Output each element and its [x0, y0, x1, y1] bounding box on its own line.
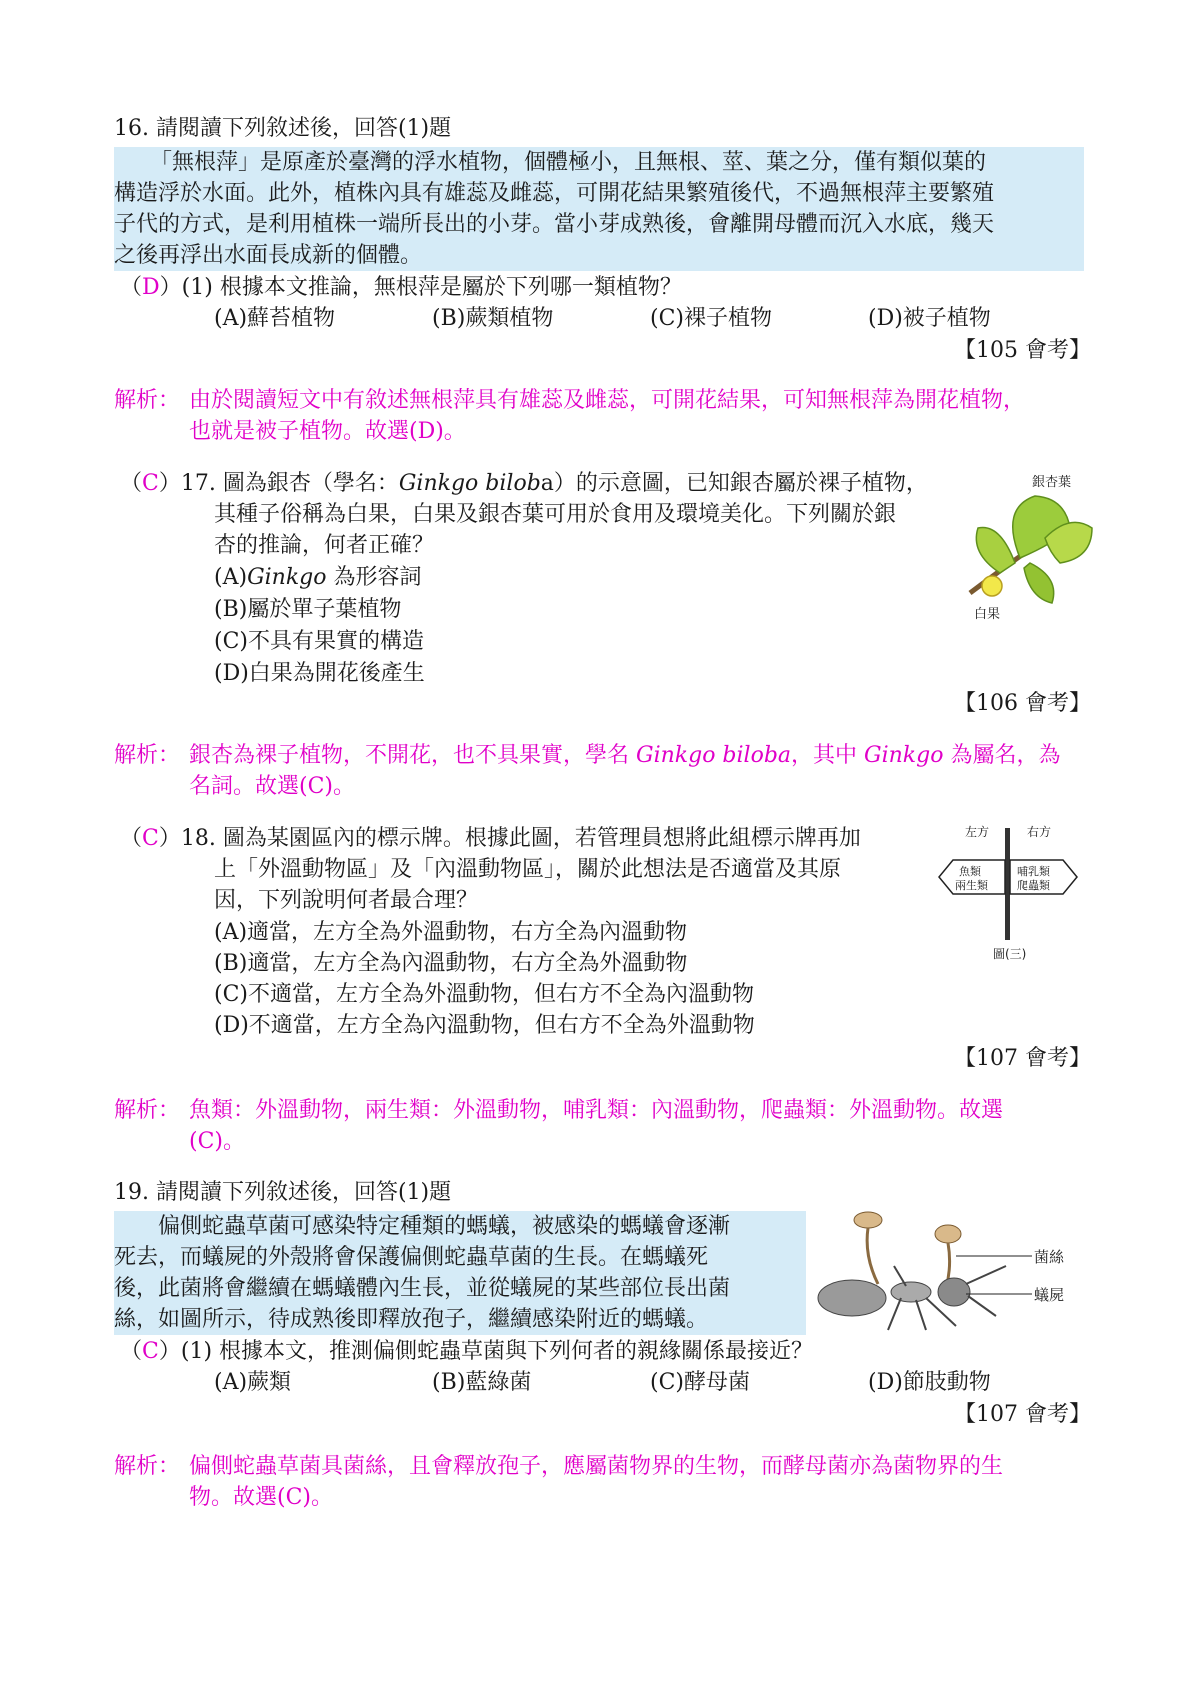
q18-option-d: (D)不適當，左方全為內溫動物，但右方不全為外溫動物	[214, 1013, 755, 1038]
q17-option-a	[214, 562, 422, 593]
q16-question-row: （D）(1) 根據本文推論，無根萍是屬於下列哪一類植物？	[120, 275, 682, 300]
q19-explain-line: 偏側蛇蟲草菌具菌絲，且會釋放孢子，應屬菌物界的生物，而酵母菌亦為菌物界的生	[189, 1454, 1004, 1479]
ginkgo-leaf-label: 銀杏葉	[1032, 475, 1072, 490]
sign-right-2: 爬蟲類	[1017, 879, 1050, 892]
ginkgo-leaf-icon	[976, 527, 1015, 573]
q18-stem-row: （C）18. 圖為某園區內的標示牌。根據此圖，若管理員想將此組標示牌再加	[120, 826, 861, 851]
q18-option-c: (C)不適當，左方全為外溫動物，但右方不全為內溫動物	[214, 982, 755, 1007]
q17-explain-line: 名詞。故選(C)。	[189, 774, 355, 799]
q18-explain-line: (C)。	[189, 1129, 245, 1154]
q16-passage-line: 之後再浮出水面長成新的個體。	[114, 243, 423, 268]
signpost-figure	[935, 822, 1085, 962]
q16-option-c: (C)裸子植物	[650, 306, 772, 331]
sign-caption: 圖(三)	[993, 947, 1027, 961]
q17-explain-italic: Ginkgo	[864, 743, 944, 768]
q17-explain-text: ，其中	[791, 743, 865, 768]
q19-answer: C	[142, 1339, 159, 1364]
q18-explain-line: 魚類：外溫動物，兩生類：外溫動物，哺乳類：內溫動物，爬蟲類：外溫動物。故選	[189, 1098, 1004, 1123]
q17-explain-italic: Ginkgo biloba	[636, 743, 792, 768]
q17-option-d: (D)白果為開花後產生	[214, 661, 425, 686]
q19-explain-line: 物。故選(C)。	[189, 1485, 333, 1510]
q17-option-c: (C)不具有果實的構造	[214, 629, 424, 654]
q19-option-d: (D)節肢動物	[868, 1370, 991, 1395]
q18-answer: C	[142, 826, 159, 851]
q19-option-b: (B)藍綠菌	[432, 1370, 532, 1395]
q16-answer: D	[142, 275, 160, 300]
sign-right-direction: 右方	[1027, 825, 1052, 839]
q18-option-a: (A)適當，左方全為外溫動物，右方全為內溫動物	[214, 920, 688, 945]
q17-stem-row: （C）17. 圖為銀杏（學名：Ginkgo biloba）的示意圖，已知銀杏屬於裸子植物，	[120, 471, 928, 496]
q16-explain-label: 解析：	[114, 388, 181, 413]
q17-option-a-suffix: 為形容詞	[326, 565, 422, 590]
q19-option-c: (C)酵母菌	[650, 1370, 750, 1395]
q19-passage-line: 偏側蛇蟲草菌可感染特定種類的螞蟻，被感染的螞蟻會逐漸	[158, 1214, 731, 1239]
fig-label-corpse: 蟻屍	[1034, 1286, 1065, 1304]
q17-explain-text: 為屬名，為	[943, 743, 1061, 768]
q16-explain-line: 由於閱讀短文中有敘述無根萍具有雄蕊及雌蕊，可開花結果，可知無根萍為開花植物，	[189, 388, 1026, 413]
q17-option-a-italic: Ginkgo	[247, 565, 327, 590]
q18-explain-label: 解析：	[114, 1098, 181, 1123]
q19-explain-label: 解析：	[114, 1454, 181, 1479]
ginkgo-leaf-icon	[1024, 563, 1054, 603]
q16-option-d: (D)被子植物	[868, 306, 991, 331]
q17-explain-line	[189, 740, 1060, 771]
ant-fungus-figure	[806, 1206, 1084, 1336]
q16-question: (1) 根據本文推論，無根萍是屬於下列哪一類植物？	[181, 275, 682, 300]
fungus-cap-icon	[854, 1212, 882, 1228]
q16-passage-line: 構造浮於水面。此外，植株內具有雄蕊及雌蕊，可開花結果繁殖後代，不過無根萍主要繁殖	[114, 181, 995, 206]
q18-stem-line: 上「外溫動物區」及「內溫動物區」，關於此想法是否適當及其原	[214, 857, 842, 882]
ant-thorax-icon	[891, 1282, 931, 1302]
q19-question: (1) 根據本文，推測偏側蛇蟲草菌與下列何者的親緣關係最接近？	[180, 1339, 814, 1364]
ant-head-icon	[938, 1278, 970, 1306]
q18-stem-line: 因，下列說明何者最合理？	[214, 888, 479, 913]
q18-stem-text: 18. 圖為某園區內的標示牌。根據此圖，若管理員想將此組標示牌再加	[180, 826, 861, 851]
q17-stem-text: 17. 圖為銀杏（學名：	[180, 471, 399, 496]
ginkgo-fruit-label: 白果	[974, 607, 1001, 622]
q16-passage-line: 子代的方式，是利用植株一端所長出的小芽。當小芽成熟後，會離開母體而沉入水底，幾天	[114, 212, 995, 237]
q17-source: 【106 會考】	[954, 691, 1091, 716]
q17-option-b: (B)屬於單子葉植物	[214, 597, 402, 622]
q17-stem-line: 杏的推論，何者正確？	[214, 533, 435, 558]
q19-passage-line: 死去，而蟻屍的外殼將會保護偏側蛇蟲草菌的生長。在螞蟻死	[114, 1245, 709, 1270]
fungus-cap-icon	[935, 1225, 961, 1243]
fig-label-hyphae: 菌絲	[1034, 1248, 1065, 1266]
q17-explain-text: 銀杏為裸子植物，不開花，也不具果實，學名	[189, 743, 636, 768]
q17-stem-text: a）的示意圖，已知銀杏屬於裸子植物，	[540, 471, 928, 496]
q17-answer: C	[142, 471, 159, 496]
q19-heading: 19. 請閱讀下列敘述後，回答(1)題	[114, 1180, 452, 1205]
q16-heading: 16. 請閱讀下列敘述後，回答(1)題	[114, 116, 452, 141]
ginkgo-fruit-icon	[982, 576, 1002, 596]
q17-stem-line: 其種子俗稱為白果，白果及銀杏葉可用於食用及環境美化。下列關於銀	[214, 502, 897, 527]
q19-question-row: （C）(1) 根據本文，推測偏側蛇蟲草菌與下列何者的親緣關係最接近？	[120, 1339, 814, 1364]
q16-explain-line: 也就是被子植物。故選(D)。	[189, 419, 466, 444]
q19-option-a: (A)蕨類	[214, 1370, 292, 1395]
q19-passage-line: 後，此菌將會繼續在螞蟻體內生長，並從蟻屍的某些部位長出菌	[114, 1276, 731, 1301]
q17-explain-label: 解析：	[114, 743, 181, 768]
q17-option-a-prefix: (A)	[214, 565, 248, 590]
q16-option-a: (A)蘚苔植物	[214, 306, 336, 331]
q18-source: 【107 會考】	[954, 1046, 1091, 1071]
q19-source: 【107 會考】	[954, 1402, 1091, 1427]
sign-left-direction: 左方	[965, 825, 990, 839]
sign-right-1: 哺乳類	[1017, 865, 1050, 878]
q18-option-b: (B)適當，左方全為內溫動物，右方全為外溫動物	[214, 951, 688, 976]
q16-option-b: (B)蕨類植物	[432, 306, 554, 331]
ginkgo-figure	[960, 468, 1100, 628]
q16-source: 【105 會考】	[954, 338, 1091, 363]
ant-abdomen-icon	[818, 1280, 886, 1316]
sign-left-1: 魚類	[959, 865, 981, 878]
q19-passage-line: 絲，如圖所示，待成熟後即釋放孢子，繼續感染附近的螞蟻。	[114, 1307, 709, 1332]
q16-passage-line: 「無根萍」是原產於臺灣的浮水植物，個體極小，且無根、莖、葉之分，僅有類似葉的	[150, 150, 987, 175]
sign-left-2: 兩生類	[955, 879, 988, 892]
q17-stem-italic: Ginkgo bilob	[398, 471, 541, 496]
